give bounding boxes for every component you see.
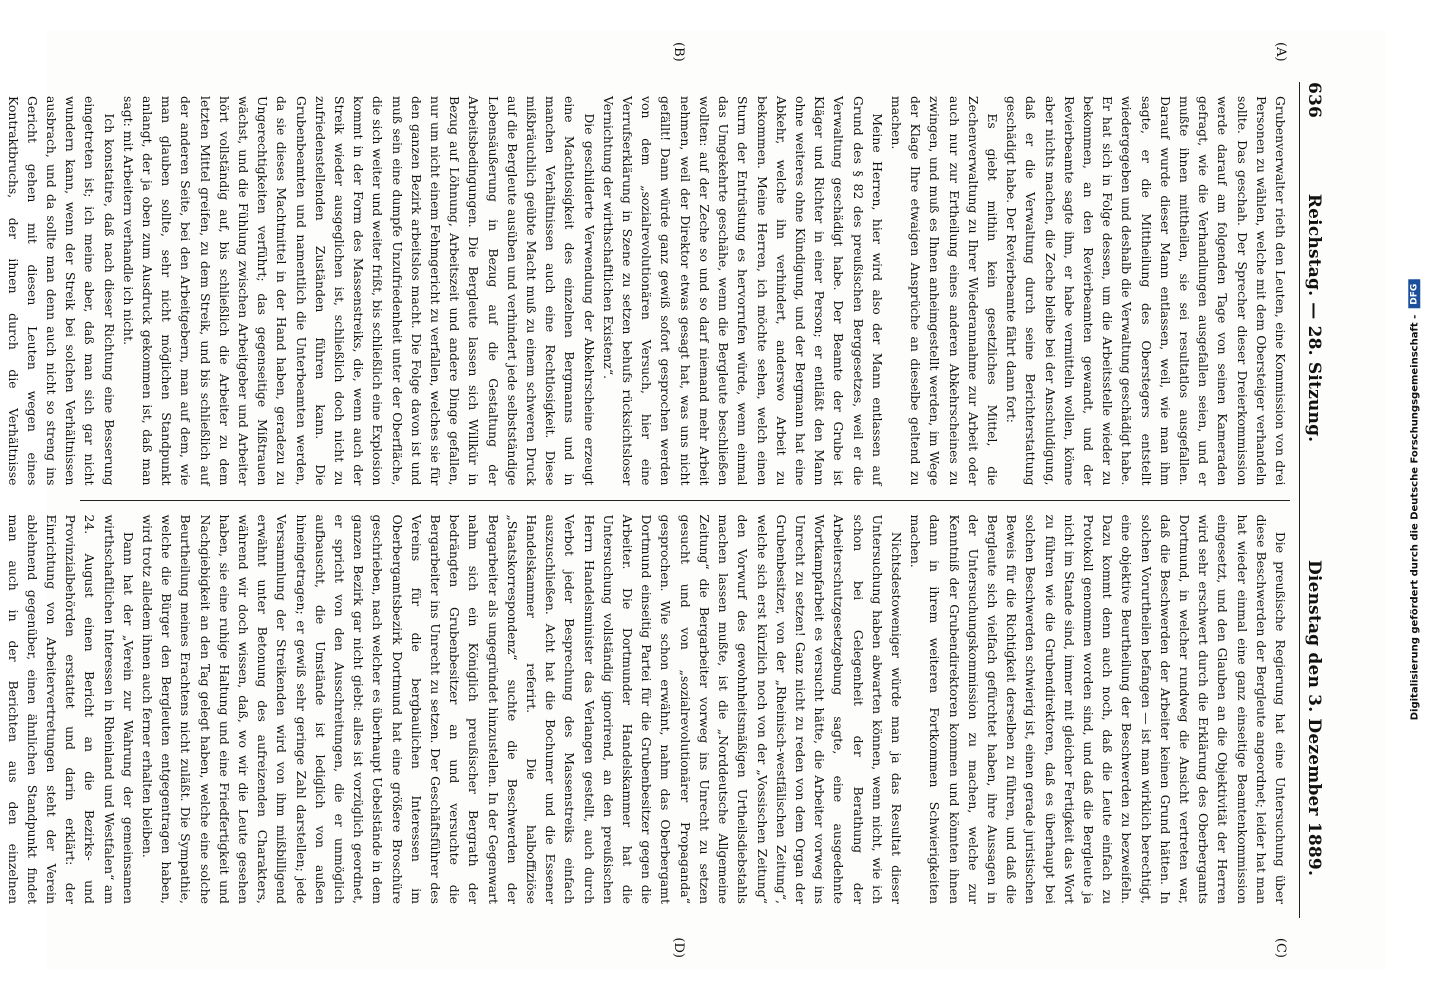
paragraph: Die geschilderte Verwendung der Abkehrscheine erzeugt eine Machtlosigkeit des einzelnen Bergmanns und in manchen Verhältnissen auch eine Rechtlosigkeit. Diese mißbräuchlich geübte Macht muß zu einem schweren Druck auf die Bergleute ausüben und verhindert jede selbstständige Lebensäußerung in Bezug auf die Gestaltung der Arbeitsbedingungen. Die Bergleute lassen sich Willkür in Bezug auf Löhnung, Arbeitszeit und andere Dinge gefallen, nur um nicht einem Fehmgericht zu verfallen, welches sie für den ganzen Bezirk arbeitslos macht. Die Folge davon ist und muß sein eine dumpfe Unzufriedenheit unter der Oberfläche, die sich weiter und weiter frißt, bis schließlich eine Explosion kommt in der Form des Massenstreiks, die, wenn auch der Streik wieder ausgeglichen ist, schließlich doch nicht zu zufriedenstellenden Zuständen führen kann. Die Grubenbeamten und namentlich die Unterbeamten werden, da sie dieses Machtmittel in der Hand haben, geradezu zu Ungerechtigkeiten verführt; das gegenseitige Mißtrauen wächst, und die Fühlung zwischen Arbeitgeber und Arbeiter hört vollständig auf, bis schließlich die Arbeiter zu dem letzten Mittel greifen, zu dem Streik, und bis schließlich auf der anderen Seite, bei den Arbeitgebern, man auf dem, wie man glauben sollte, sehr nicht möglichen Standpunkt anlangt, der ja oben zum Ausdruck gekommen ist, daß man sagt: mit Arbeitern verhandle ich nicht. (120, 96, 597, 486)
scanned-page (5, 30, 1386, 970)
header-right-title: Dienstag den 3. Dezember 1889. (1304, 559, 1324, 877)
paragraph: Meine Herren, hier wird also der Mann entlassen auf Grund des § 82 des preußischen Berggesetzes, weil er die Verwaltung geschädigt habe. Der Beamte der Grube ist Kläger und Richter in einer Person; er entläßt den Mann ohne weiteres ohne Kündigung, und der Bergmann hat eine Abkehr, welche ihn verhindert, anderswo Arbeit zu bekommen. Meine Herren, ich möchte sehen, welch einen Sturm der Entrüstung es hervorrufen würde, wenn einmal das Umgekehrte geschähe, wenn die Bergleute beschließen wollten: auf der Zeche so und so darf niemand mehr Arbeit nehmen, weil der Direktor etwas gesagt hat, was uns nicht gefällt! Dann würde ganz gewiß sofort gesprochen werden von dem „sozialrevolutionären Versuch, hier eine Verrufserklärung in Szene zu setzen behufs rücksichtsloser Vernichtung der wirthschaftlichen Existenz“. (600, 96, 885, 486)
header-left-title: Reichstag. — 28. Sitzung. (1304, 193, 1324, 443)
digitization-credit (1400, 0, 1428, 1000)
dfg-logo: DFG (1408, 280, 1420, 309)
margin-marker-a: (A) (1273, 42, 1288, 62)
margin-marker-c: (C) (1273, 937, 1288, 958)
left-column (5, 82, 1290, 500)
page-number: 636 (1304, 82, 1324, 119)
paragraph: Nichtsdestoweniger würde man ja das Resultat dieser Untersuchung haben abwarten können, wenn nicht, wie ich schon bei Gelegenheit der Berathung der Arbeiterschutzgesetzgebung sagte, eine ausgedehnte Wortkampfarbeit es versucht hätte, die Arbeiter vorweg ins Unrecht zu setzen! Ganz nicht zu reden von dem Organ der Grubenbesitzer, von der „Rheinisch-westfälischen Zeitung“, welche sich erst kürzlich noch von der „Vossischen Zeitung“ den Vorwurf des gewohnheitsmäßigen Urtheilsdiebstahls machen lassen mußte, ist die „Norddeutsche Allgemeine Zeitung“ die Bergarbeiter vorweg ins Unrecht zu setzen gesucht und von „sozialrevolutionärer Propaganda“ gesprochen. Wie schon erwähnt, nahm das Oberbergamt Dortmund einseitig Partei für die Grubenbesitzer gegen die Arbeiter. Die Dortmunder Handelskammer hat die Untersuchung vollständig ignorirend, an den preußischen Herrn Handelsminister das Verlangen gestellt, auch durch Verbot jeder Besprechung des Massenstreiks einfach auszuschließen. Acht hat die Bochumer und die Essener Handelskammer referirt. Die halboffiziöse „Staatskorrespondenz“ suchte die Beschwerden der Bergarbeiter als ungegründet hinzustellen. In der Gegenwart nahm sich ein Königlich preußischer Bergrath der bedrängten Grubenbesitzer an und versuchte die Bergarbeiter ins Unrecht zu setzen. Der Geschäftsführer des Vereins für die bergbaulichen Interessen im Oberbergamtsbezirk Dortmund hat eine größere Broschüre geschrieben, nach welcher es überhaupt Uebelstände in dem ganzen Bezirk gar nicht giebt: alles ist vorzüglich geordnet, er spricht von den Ausschreitungen, die er unmöglich aufbauscht, die Umstände ist lediglich von außen hineingetragen; er gewiß sehr geringe Zahl darstellen; jede Versammlung der Streikenden wird von ihm mißbilligend erwähnt unter Betonung des aufreizenden Charakters, während wir doch wissen, daß, wo wir die Leute gesehen haben, sie eine ruhige Haltung und eine Friedfertigkeit und Nachgiebigkeit an den Tag gelegt haben, welche eine solche Beurtheilung meines Erachtens nicht zuläßt. Die Sympathie, welche die Bürger den Bergleuten entgegentragen haben, wird trotz alledem ihnen auch ferner erhalten bleiben. (140, 514, 904, 904)
margin-marker-b: (B) (671, 42, 686, 62)
right-column (5, 501, 1290, 919)
page-header (1299, 82, 1328, 918)
quoted-paragraph: Es giebt mithin kein gesetzliches Mittel, die Zechenverwaltung zu Ihrer Wiederannahme zur Arbeit oder auch nur zur Ertheilung eines anderen Abkehrscheines zu zwingen, und muß es Ihnen anheimgestellt werden, im Wege der Klage Ihre etwaigen Ansprüche an dieselbe geltend zu machen. (888, 96, 1000, 486)
text-columns (5, 82, 1290, 918)
paragraph: Dann hat der „Verein zur Wahrung der gemeinsamen wirthschaftlichen Interessen in Rheinland und Westfalen“ am 24. August einen Bericht an die Bezirks- und Provinzialbehörden erstattet und darin erklärt: der Einrichtung von Arbeitervertretungen steht der Verein ablehnend gegenüber, einen ähnlichen Standpunkt findet man auch in der Berichten aus den einzelnen (5, 514, 136, 904)
paragraph: Ich konstatire, daß nach dieser Richtung eine Besserung eingetreten ist; ich meine aber, daß man sich gar nicht wundern kann, wenn der Streik bei solchen Verhältnissen ausbrach, und da sollte man denn auch nicht so streng ins Gericht gehen mit diesen Leuten wegen eines Kontraktbruchs, der ihnen durch die Verhältnisse (5, 96, 117, 486)
credit-text: Digitalisierung gefördert durch die Deutsche Forschungsgemeinschaft - (1408, 314, 1420, 721)
paragraph: Grubenverwalter rieth den Leuten, eine Kommission von drei Personen zu wählen, welche mit dem Obersteiger verhandeln sollte. Das geschah. Der Sprecher dieser Dreierkommission werde darauf am folgenden Tage von seinen Kameraden gefragt, wie die Verhandlungen ausgefallen seien, und er mußte ihnen mittheilen, sie sei resultatlos ausgefallen. Darauf wurde dieser Mann entlassen, weil, wie man ihm sagte, er die Mittheilung des Oberstegers entstellt wiedergegeben und deshalb die Verwaltung geschädigt habe. Er hat sich in Folge dessen, um die Arbeitsstelle wieder zu bekommen, an den Revierbeamten gewandt, und der Revierbeamte sagte ihm, er habe vermitteln wollen, könne aber nichts machen, die Zeche bleibe bei der Anschuldigung, daß er die Verwaltung durch seine Berichterstattung geschädigt habe. Der Revierbeamte fährt dann fort: (1004, 96, 1288, 486)
paragraph: Die preußische Regierung hat eine Untersuchung über diese Beschwerden der Bergleute angeordnet; leider hat man hat wieder einmal eine ganz einseitige Beamtenkommission eingesetzt, und den Glauben an die Objektivität der Herren wird sehr erschwert durch die Erklärung des Oberbergamts Dortmund, in welcher rundweg die Ansicht vertreten war, daß die Beschwerden der Arbeiter keinen Grund hätten. In solchen Vorurtheilen befangen — ist man wirklich berechtigt, eine objektive Beurtheilung der Beschwerden zu bezweifeln. Dazu kommt denn auch noch, daß die Leute einfach zu Protokoll genommen worden sind, und daß die Bergleute ja nicht im Stande sind, immer mit gleicher Fertigkeit das Wort zu führen wie die Grubendirektoren, daß es überhaupt bei solchen Beschwerden schwierig ist, einen gerade juristischen Beweis für die Richtigkeit derselben zu führen, und daß die Bergleute sich vielfach gefürchtet haben, ihre Aussagen in der Untersuchungskommission zu machen, welche zur Kenntniß der Grubendirektoren kommen und könnten ihnen dann in ihrem weiteren Fortkommen Schwierigkeiten machen. (908, 514, 1288, 904)
margin-marker-d: (D) (671, 937, 686, 958)
